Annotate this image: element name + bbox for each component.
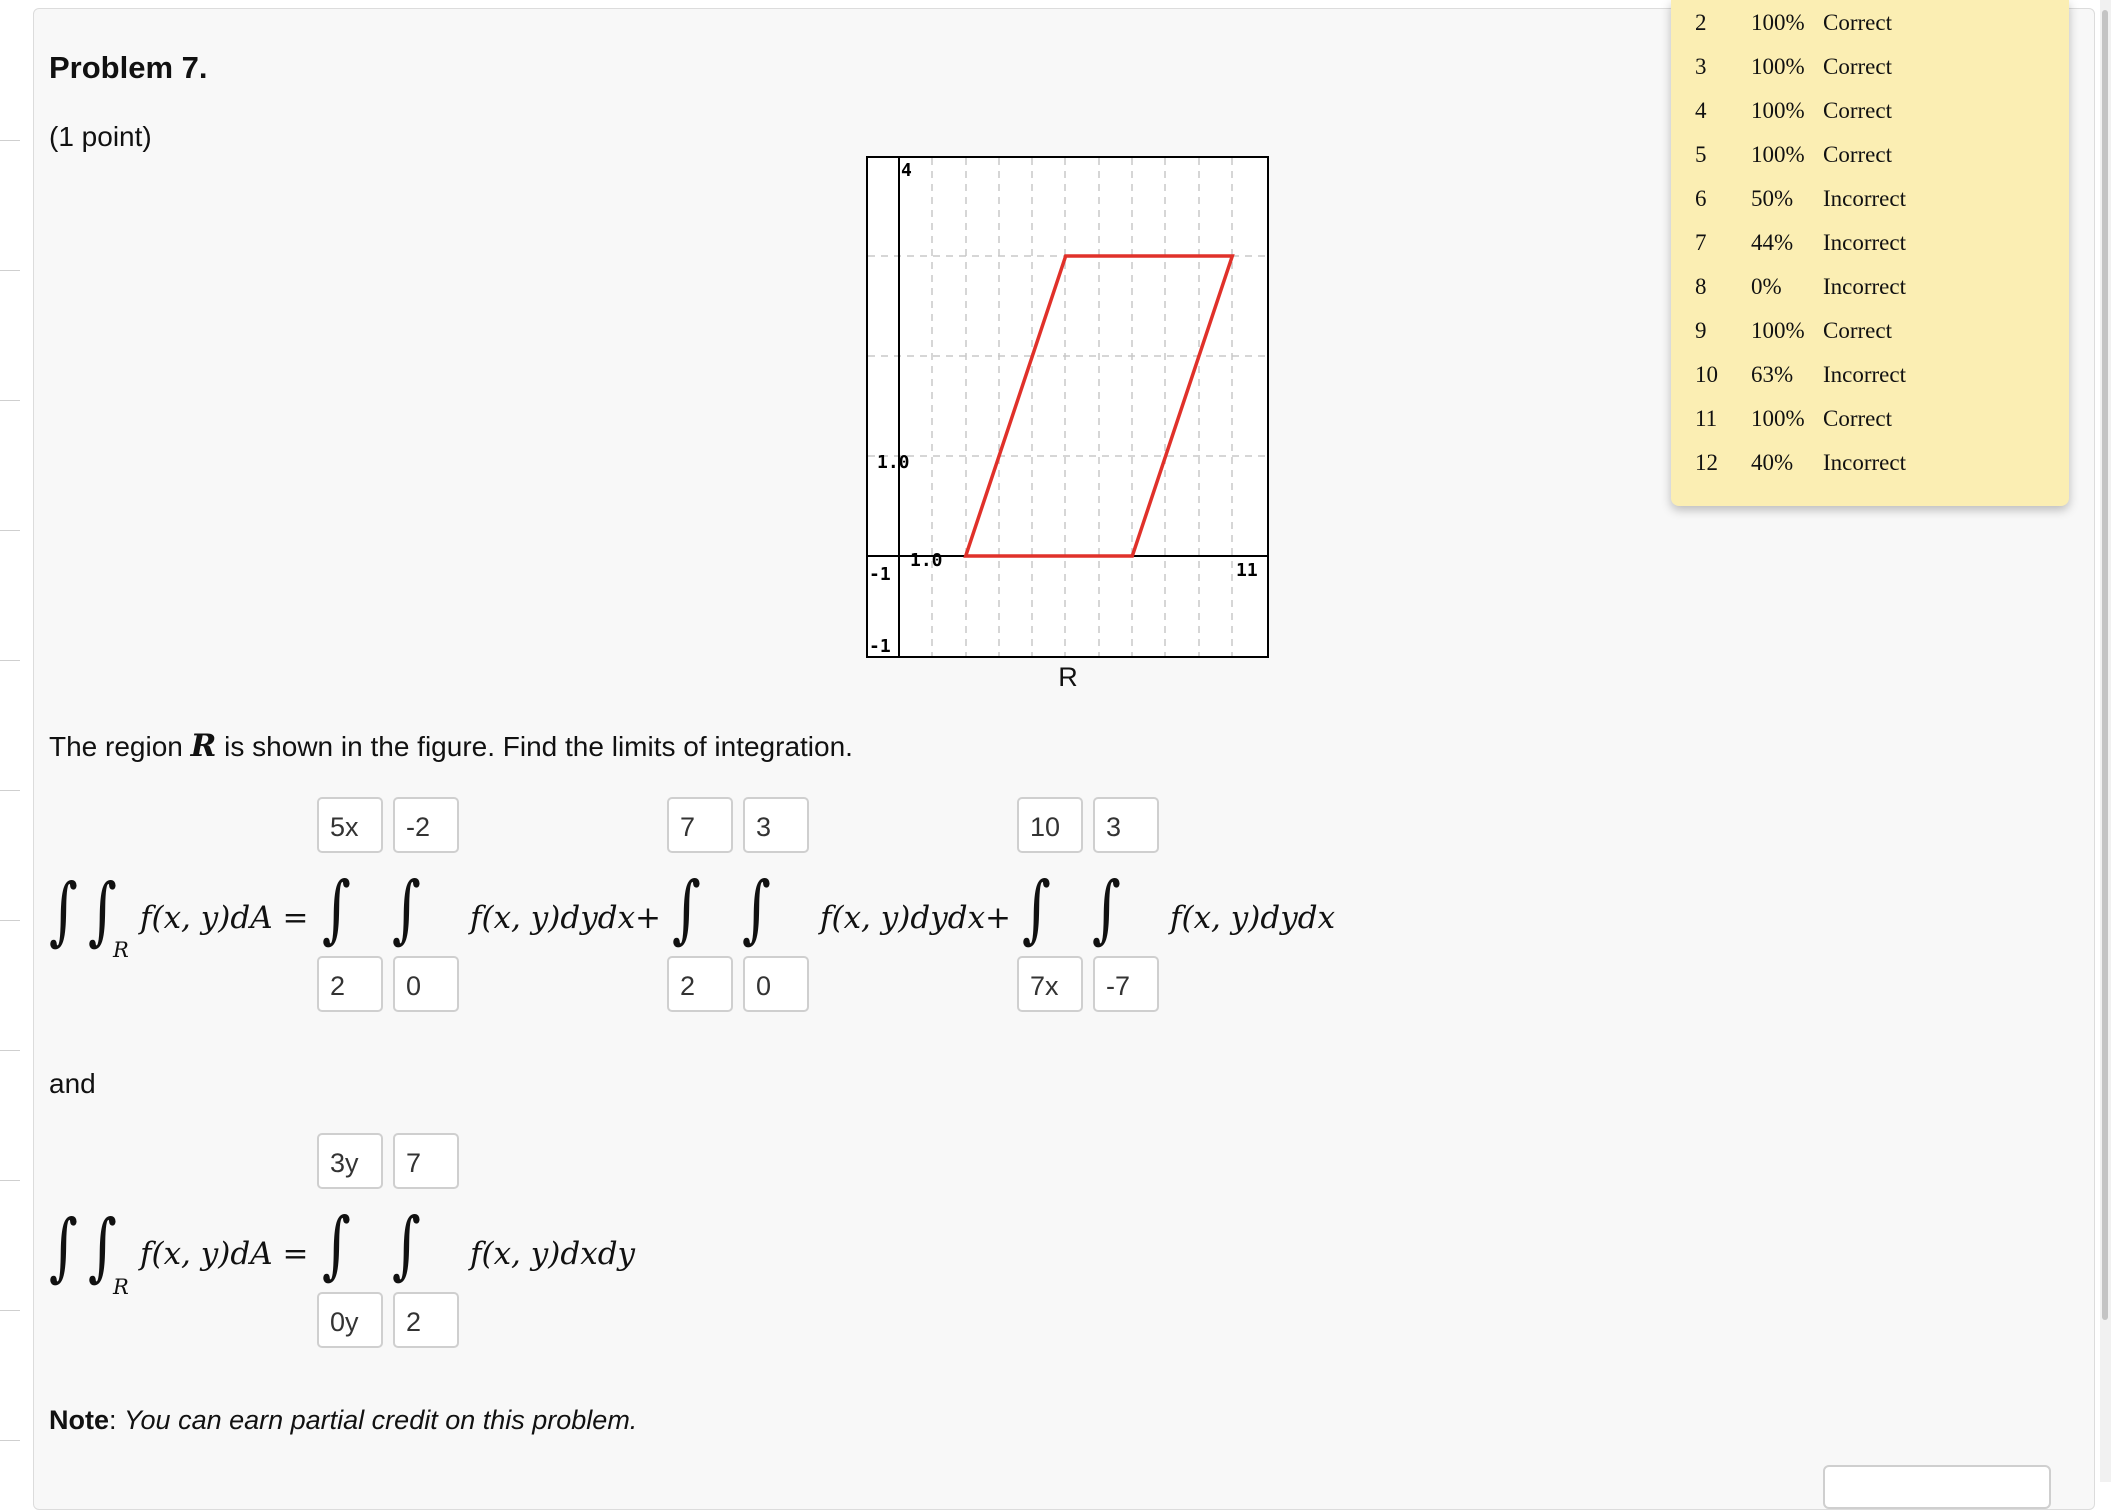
score-result: Incorrect [1823, 274, 1906, 299]
equation-1-term-2: f(x, y)dydx+ [820, 900, 1012, 936]
gutter-divider [0, 1440, 20, 1441]
gutter-divider [0, 1050, 20, 1051]
gutter-divider [0, 1180, 20, 1181]
score-result: Correct [1823, 142, 1892, 167]
integral-symbol: ∫ [1022, 866, 1051, 952]
integral-symbol: ∫ [672, 866, 701, 952]
note: Note: You can earn partial credit on this problem. [49, 1405, 638, 1435]
answer-field-e2-inner-lower[interactable]: 2 [393, 1292, 459, 1348]
score-problem-number: 3 [1695, 54, 1707, 79]
score-summary-popup [1671, 0, 2069, 506]
answer-field-e2-inner-upper[interactable]: 7 [393, 1133, 459, 1189]
equation-2-lhs: f(x, y)dA = [140, 1236, 309, 1272]
score-result: Correct [1823, 406, 1892, 431]
score-percent: 44% [1751, 230, 1794, 255]
score-result: Incorrect [1823, 230, 1906, 255]
score-result: Correct [1823, 54, 1892, 79]
integral-symbol: ∫ [1092, 866, 1121, 952]
gutter-divider [0, 660, 20, 661]
score-percent: 50% [1751, 186, 1794, 211]
region-symbol: R [190, 728, 217, 764]
region-subscript: R [113, 938, 129, 962]
integral-symbol: ∫ [742, 866, 771, 952]
answer-field-e1-t1-inner-upper[interactable]: -2 [393, 797, 459, 853]
answer-field-e1-t1-outer-upper[interactable]: 5x [317, 797, 383, 853]
gutter-divider [0, 790, 20, 791]
double-integral-symbol: ∫ [88, 868, 117, 954]
score-row [1671, 230, 2069, 274]
score-row [1671, 54, 2069, 98]
score-row [1671, 98, 2069, 142]
score-problem-number: 9 [1695, 318, 1707, 343]
region-instruction [49, 728, 853, 764]
gutter-divider [0, 1310, 20, 1311]
bottom-control[interactable] [1823, 1465, 2051, 1509]
answer-field-e1-t3-inner-lower[interactable]: -7 [1093, 956, 1159, 1012]
figure-caption: R [1058, 662, 1078, 692]
score-percent: 100% [1751, 142, 1805, 167]
score-result: Incorrect [1823, 186, 1906, 211]
score-percent: 0% [1751, 274, 1782, 299]
answer-field-e1-t3-inner-upper[interactable]: 3 [1093, 797, 1159, 853]
region-figure [866, 156, 1269, 658]
gutter-divider [0, 920, 20, 921]
score-result: Correct [1823, 10, 1892, 35]
region-text-before: The region [49, 731, 191, 762]
double-integral-symbol: ∫ [88, 1204, 117, 1290]
problem-points: (1 point) [49, 121, 152, 152]
answer-field-e1-t1-outer-lower[interactable]: 2 [317, 956, 383, 1012]
double-integral-symbol: ∫ [49, 1204, 78, 1290]
score-problem-number: 2 [1695, 10, 1707, 35]
score-result: Incorrect [1823, 362, 1906, 387]
answer-field-e1-t2-outer-lower[interactable]: 2 [667, 956, 733, 1012]
score-row [1671, 450, 2069, 494]
integral-symbol: ∫ [322, 866, 351, 952]
answer-field-e2-outer-lower[interactable]: 0y [317, 1292, 383, 1348]
score-problem-number: 6 [1695, 186, 1707, 211]
gutter-divider [0, 140, 20, 141]
score-problem-number: 4 [1695, 98, 1707, 123]
gutter-divider [0, 530, 20, 531]
score-percent: 100% [1751, 318, 1805, 343]
left-gutter [0, 0, 33, 1482]
problem-title: Problem 7. [49, 50, 208, 85]
score-percent: 100% [1751, 10, 1805, 35]
score-percent: 100% [1751, 54, 1805, 79]
score-percent: 63% [1751, 362, 1794, 387]
integral-symbol: ∫ [392, 866, 421, 952]
score-problem-number: 7 [1695, 230, 1707, 255]
answer-field-e1-t2-outer-upper[interactable]: 7 [667, 797, 733, 853]
region-subscript: R [113, 1275, 129, 1299]
score-row [1671, 10, 2069, 54]
tick-label-x-mid: 1.0 [910, 550, 943, 571]
answer-field-e1-t1-inner-lower[interactable]: 0 [393, 956, 459, 1012]
tick-label-y-mid: 1.0 [877, 452, 910, 473]
score-problem-number: 12 [1695, 450, 1718, 475]
tick-label-x-right: 11 [1236, 560, 1258, 581]
integral-symbol: ∫ [392, 1202, 421, 1288]
score-result: Correct [1823, 318, 1892, 343]
scrollbar-thumb[interactable] [2102, 10, 2108, 1320]
gutter-divider [0, 400, 20, 401]
answer-field-e1-t3-outer-upper[interactable]: 10 [1017, 797, 1083, 853]
answer-field-e1-t3-outer-lower[interactable]: 7x [1017, 956, 1083, 1012]
score-row [1671, 318, 2069, 362]
tick-label-x-left: -1 [869, 564, 891, 585]
region-text-after: is shown in the figure. Find the limits of integration. [216, 731, 853, 762]
score-row [1671, 186, 2069, 230]
score-row [1671, 406, 2069, 450]
equation-2-term: f(x, y)dxdy [470, 1236, 636, 1272]
score-row [1671, 142, 2069, 186]
score-problem-number: 11 [1695, 406, 1718, 431]
score-row [1671, 362, 2069, 406]
note-label: Note [49, 1405, 109, 1435]
score-problem-number: 10 [1695, 362, 1718, 387]
equation-1-lhs: f(x, y)dA = [140, 900, 309, 936]
answer-field-e1-t2-inner-upper[interactable]: 3 [743, 797, 809, 853]
answer-field-e1-t2-inner-lower[interactable]: 0 [743, 956, 809, 1012]
score-percent: 40% [1751, 450, 1794, 475]
score-problem-number: 5 [1695, 142, 1707, 167]
page-scrollbar[interactable] [2100, 0, 2111, 1482]
score-result: Correct [1823, 98, 1892, 123]
score-row [1671, 274, 2069, 318]
double-integral-symbol: ∫ [49, 868, 78, 954]
answer-field-e2-outer-upper[interactable]: 3y [317, 1133, 383, 1189]
equation-1-term-3: f(x, y)dydx [1170, 900, 1336, 936]
score-result: Incorrect [1823, 450, 1906, 475]
score-problem-number: 8 [1695, 274, 1707, 299]
score-percent: 100% [1751, 406, 1805, 431]
gutter-divider [0, 270, 20, 271]
tick-label-y-bottom: -1 [869, 636, 891, 657]
and-text: and [49, 1068, 96, 1099]
integral-symbol: ∫ [322, 1202, 351, 1288]
equation-1-term-1: f(x, y)dydx+ [470, 900, 662, 936]
score-percent: 100% [1751, 98, 1805, 123]
tick-label-y-top: 4 [901, 160, 912, 181]
note-text: You can earn partial credit on this problem. [124, 1405, 638, 1435]
